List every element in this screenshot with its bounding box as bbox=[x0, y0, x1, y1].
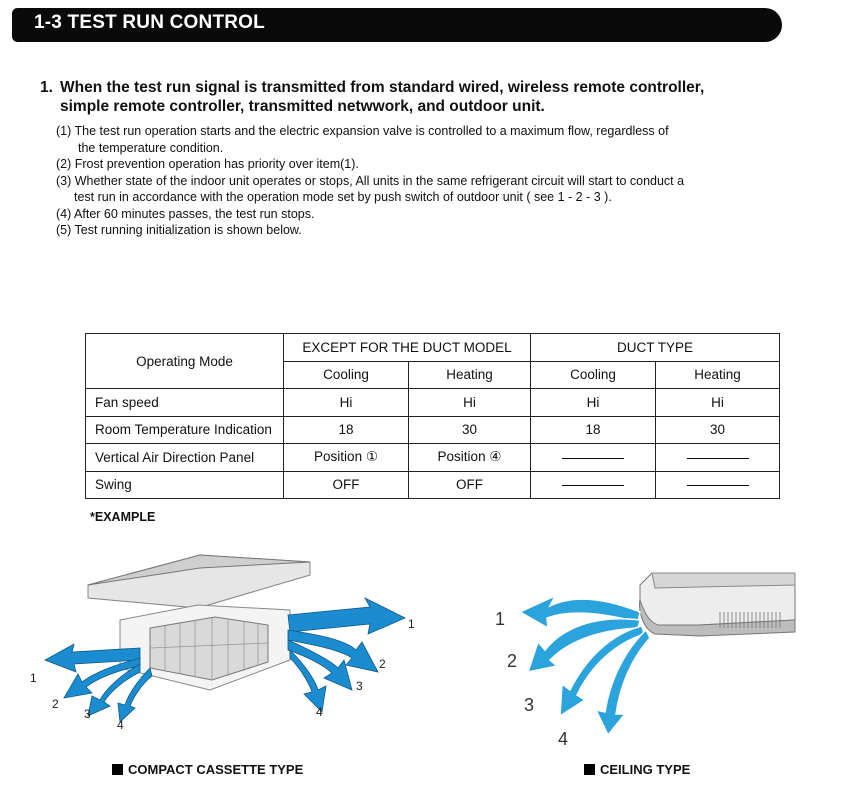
cassette-caption-text: COMPACT CASSETTE TYPE bbox=[128, 762, 304, 777]
heading-line-2: simple remote controller, transmitted netwwork, and outdoor unit. bbox=[60, 98, 545, 115]
ceiling-caption-text: CEILING TYPE bbox=[600, 762, 691, 777]
ceiling-label: 3 bbox=[524, 695, 535, 715]
ceiling-label: 2 bbox=[507, 651, 518, 671]
dash-line bbox=[687, 485, 749, 486]
list-item-continuation: the temperature condition. bbox=[78, 140, 224, 155]
table-col-header: Heating bbox=[656, 361, 780, 389]
row-label: Fan speed bbox=[86, 389, 284, 417]
main-heading bbox=[40, 78, 800, 116]
cassette-caption bbox=[112, 762, 303, 777]
table-cell: Hi bbox=[656, 389, 780, 417]
table-cell: 30 bbox=[409, 416, 531, 444]
table-group-header: DUCT TYPE bbox=[531, 334, 780, 362]
table-row bbox=[86, 444, 780, 472]
bullet-square-icon bbox=[112, 764, 123, 775]
table-cell: 18 bbox=[284, 416, 409, 444]
list-item: (4) After 60 minutes passes, the test run stops. bbox=[56, 206, 315, 221]
table-col-header: Cooling bbox=[531, 361, 656, 389]
list-item: (2) Frost prevention operation has priority over item(1). bbox=[56, 157, 359, 171]
table-col-header: Cooling bbox=[284, 361, 409, 389]
table-cell: Hi bbox=[531, 389, 656, 417]
cassette-right-arrows bbox=[288, 598, 405, 712]
ceiling-arrows bbox=[520, 596, 650, 735]
table-row bbox=[86, 471, 780, 499]
list-item: (5) Test running initialization is shown below. bbox=[56, 223, 302, 237]
ceiling-label: 1 bbox=[495, 609, 506, 629]
table-cell: Position ① bbox=[284, 444, 409, 472]
cassette-right-label: 1 bbox=[408, 617, 415, 631]
cassette-left-label: 3 bbox=[84, 707, 91, 721]
dash-line bbox=[562, 458, 624, 459]
dash-line bbox=[687, 458, 749, 459]
ceiling-caption bbox=[584, 762, 690, 777]
table-corner: Operating Mode bbox=[86, 334, 284, 389]
heading-number: 1. bbox=[40, 79, 53, 96]
table-cell: 18 bbox=[531, 416, 656, 444]
table-cell: OFF bbox=[409, 471, 531, 499]
table-cell: Hi bbox=[409, 389, 531, 417]
list-item: (3) Whether state of the indoor unit operates or stops, All units in the same refrigerant circuit will start to conduct a bbox=[56, 173, 685, 188]
row-label: Room Temperature Indication bbox=[86, 416, 284, 444]
item-list bbox=[56, 123, 776, 239]
ceiling-unit-illustration bbox=[640, 573, 795, 636]
heading-line-1: When the test run signal is transmitted from standard wired, wireless remote controller, bbox=[60, 79, 705, 96]
cassette-right-label: 3 bbox=[356, 679, 363, 693]
example-label: *EXAMPLE bbox=[90, 510, 156, 524]
cassette-left-label: 2 bbox=[52, 697, 59, 711]
table-cell: 30 bbox=[656, 416, 780, 444]
list-item-continuation: test run in accordance with the operation mode set by push switch of outdoor unit ( see 1 - 2 - 3 ). bbox=[74, 190, 612, 204]
row-label: Swing bbox=[86, 471, 284, 499]
cassette-left-label: 1 bbox=[30, 671, 37, 685]
table-col-header: Heating bbox=[409, 361, 531, 389]
bullet-square-icon bbox=[584, 764, 595, 775]
table-cell: Position ④ bbox=[409, 444, 531, 472]
cassette-left-arrows bbox=[45, 644, 152, 722]
table-cell: OFF bbox=[284, 471, 409, 499]
cassette-right-label: 4 bbox=[316, 705, 323, 719]
ceiling-label: 4 bbox=[558, 729, 569, 749]
airflow-diagrams bbox=[0, 550, 844, 760]
table-group-header: EXCEPT FOR THE DUCT MODEL bbox=[284, 334, 531, 362]
table-cell-empty bbox=[531, 444, 656, 472]
cassette-left-label: 4 bbox=[117, 718, 124, 732]
section-title: 1-3 TEST RUN CONTROL bbox=[34, 12, 265, 33]
row-label: Vertical Air Direction Panel bbox=[86, 444, 284, 472]
section-banner bbox=[12, 8, 782, 42]
cassette-right-label: 2 bbox=[379, 657, 386, 671]
table-cell-empty bbox=[656, 444, 780, 472]
test-run-table bbox=[85, 333, 780, 499]
dash-line bbox=[562, 485, 624, 486]
list-item: (1) The test run operation starts and the electric expansion valve is controlled to a maximum flow, regardless of bbox=[56, 124, 669, 138]
table-row bbox=[86, 416, 780, 444]
table-cell-empty bbox=[531, 471, 656, 499]
table-row bbox=[86, 389, 780, 417]
table-cell: Hi bbox=[284, 389, 409, 417]
table-cell-empty bbox=[656, 471, 780, 499]
